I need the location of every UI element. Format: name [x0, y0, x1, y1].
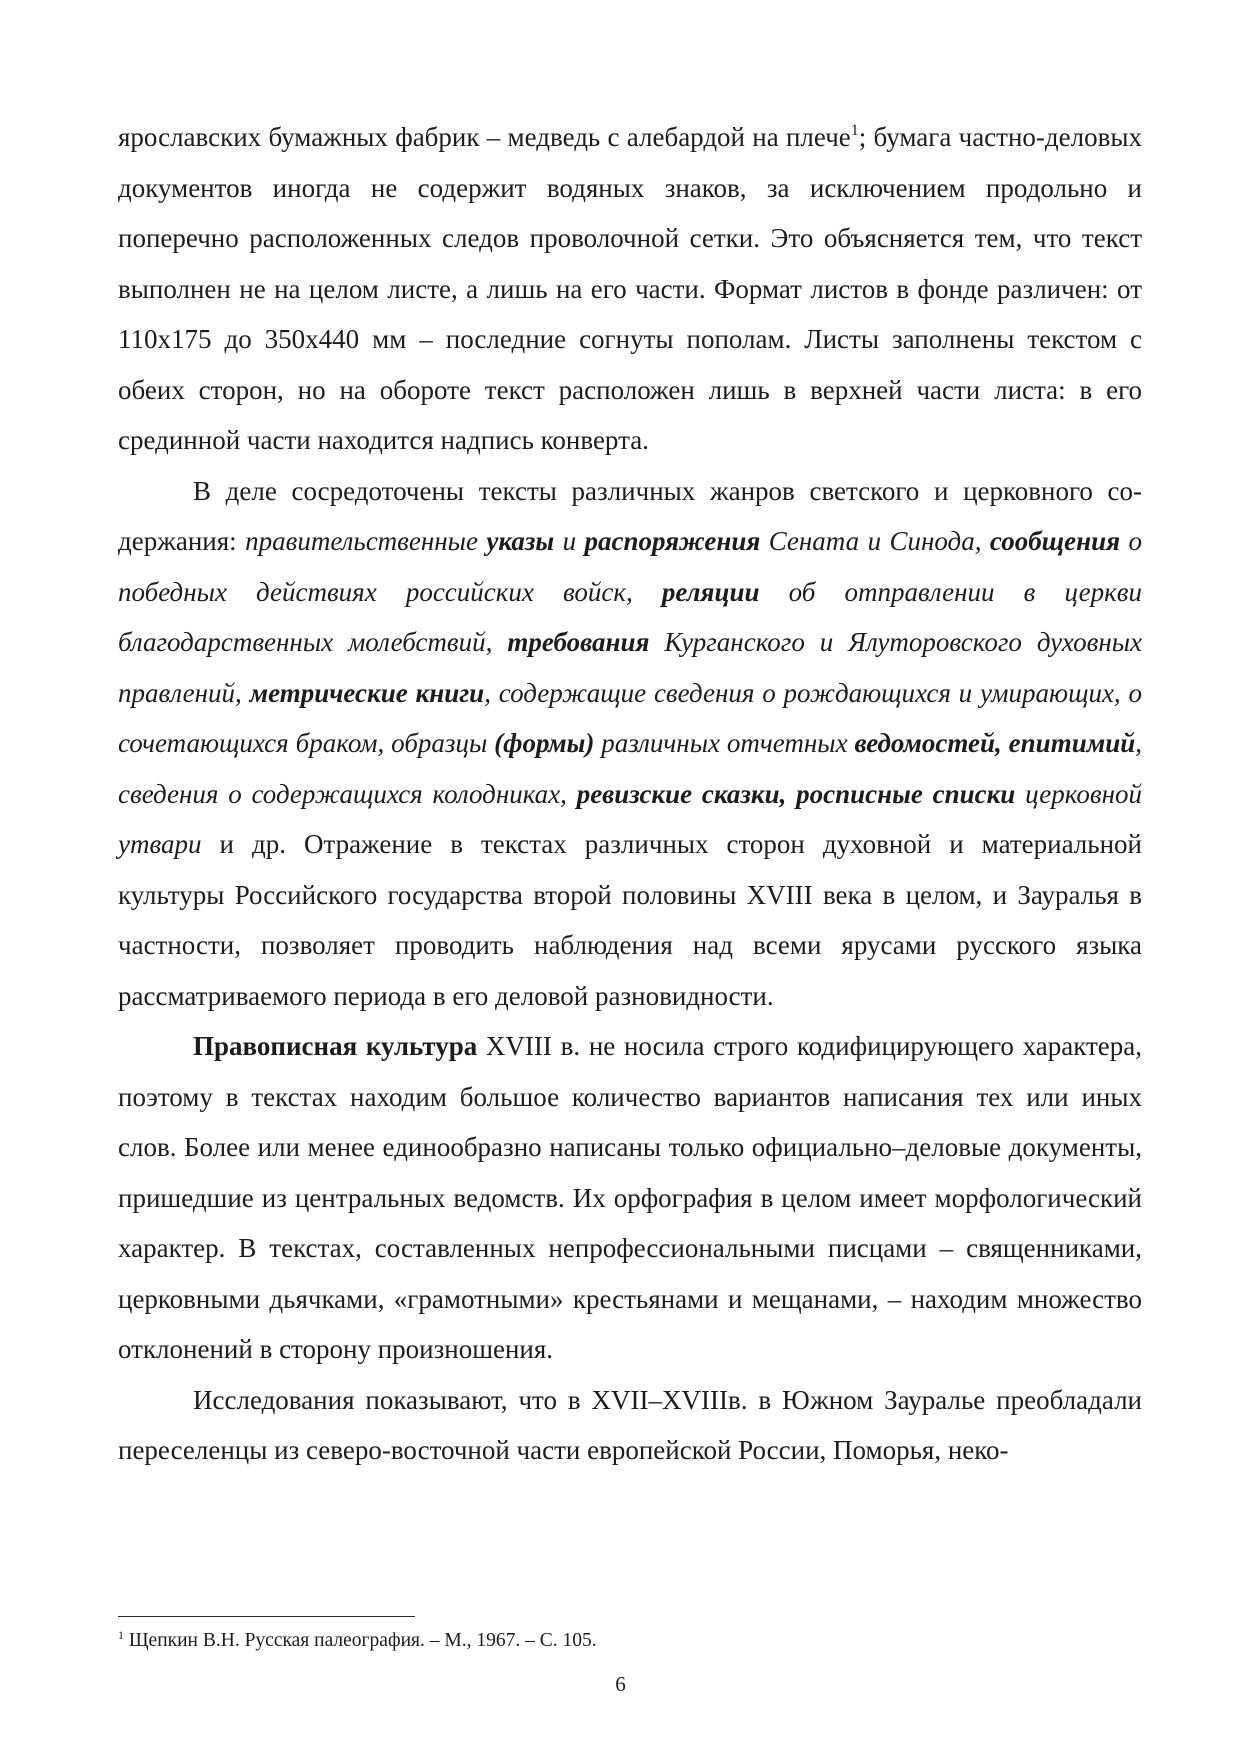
text-run: и др. Отражение в текстах различных сторон духовной и материальной культуры Российского государства второй половины XVIII века в целом, и Зауралья в частности, позволяет проводить наблюдения над всеми ярусами русского языка рассматриваемого периода в его деловой разновидности.: [118, 829, 1142, 1011]
text-run-bold-italic: ведомостей, епитимий: [854, 728, 1136, 758]
text-run-italic: Курганского и Ялуторовского духовных правлений,: [118, 627, 1143, 708]
paragraph-p1: [118, 112, 1142, 466]
footnote-marker: 1: [118, 1628, 124, 1642]
text-run-bold-italic: ревизские сказки, росписные списки: [576, 778, 1016, 809]
text-run-italic: об отправлении в церкви благодарственных молебствий,: [118, 576, 1142, 657]
text-run-bold: Правописная культура: [193, 1031, 478, 1061]
text-run-italic: церковной утвари: [118, 778, 1142, 859]
text-run-italic: , содержащие сведения о рождающихся и умирающих, о сочетающихся браком, образцы: [118, 677, 1142, 758]
text-run-italic: , сведения о содержащихся колодниках,: [118, 728, 1142, 809]
paragraph-p2: [118, 466, 1142, 1022]
text-run-italic: различных отчетных: [594, 728, 855, 758]
paragraph-p4: [118, 1375, 1142, 1476]
text-run: В деле сосредоточены тексты различных жанров светского и церковного содержания:: [118, 475, 1142, 556]
footnote: [118, 1628, 1142, 1654]
footnote-reference: 1: [850, 122, 859, 139]
text-run: XVIII в. не носила строго кодифицирующего характера, поэтому в текстах находим большое количество вариантов написания тех или иных слов. Более или менее единообразно написаны только официально–деловые документы, пришедшие из центральных ведомств. Их орфография в целом имеет морфологический характер. В текстах, составленных непрофессиональными писцами – священниками, церковными дьячками, «грамотными» крестьянами и мещанами, – находим множество отклонений в сторону произношения.: [118, 1031, 1143, 1364]
text-run: ; бумага частно-деловых документов иногда не содержит водяных знаков, за исключением продольно и поперечно расположенных следов проволочной сетки. Это объясняется тем, что текст выполнен не на целом листе, а лишь на его части. Формат листов в фонде различен: от 110х175 до 350х440 мм – последние согнуты пополам. Листы заполнены текстом с обеих сторон, но на обороте текст расположен лишь в верхней части листа: в его срединной части находится надпись конверта.: [118, 122, 1142, 455]
text-run-bold-italic: метрические книги: [249, 677, 485, 708]
page-number: 6: [615, 1672, 626, 1696]
text-run-bold-italic: (формы): [494, 728, 595, 758]
footnote-separator: [118, 1616, 415, 1617]
text-run-bold-italic: требования: [507, 627, 650, 657]
text-run-italic: о победных действиях российских войск,: [118, 526, 1143, 607]
text-run-bold-italic: сообщения: [989, 526, 1121, 556]
text-run-bold-italic: распоряжения: [584, 526, 761, 556]
text-run-italic: и: [554, 526, 585, 556]
text-run: ярославских бумажных фабрик – медведь с алебардой на плече: [118, 122, 851, 152]
paragraph-p3: [118, 1021, 1142, 1375]
text-run-italic: правительственные: [245, 526, 487, 556]
text-run: Исследования показывают, что в XVII–XVIIIв. в Южном Зауралье преобладали переселенцы из северо-восточной части европейской России, Поморья, неко-: [118, 1384, 1142, 1465]
body-text: [118, 112, 1142, 1476]
footnote-text: Щепкин В.Н. Русская палеография. – М., 1967. – С. 105.: [124, 1630, 597, 1651]
text-run-bold-italic: реляции: [661, 576, 760, 607]
text-run-italic: Сената и Синода,: [760, 526, 990, 556]
text-run-bold-italic: указы: [486, 526, 555, 556]
